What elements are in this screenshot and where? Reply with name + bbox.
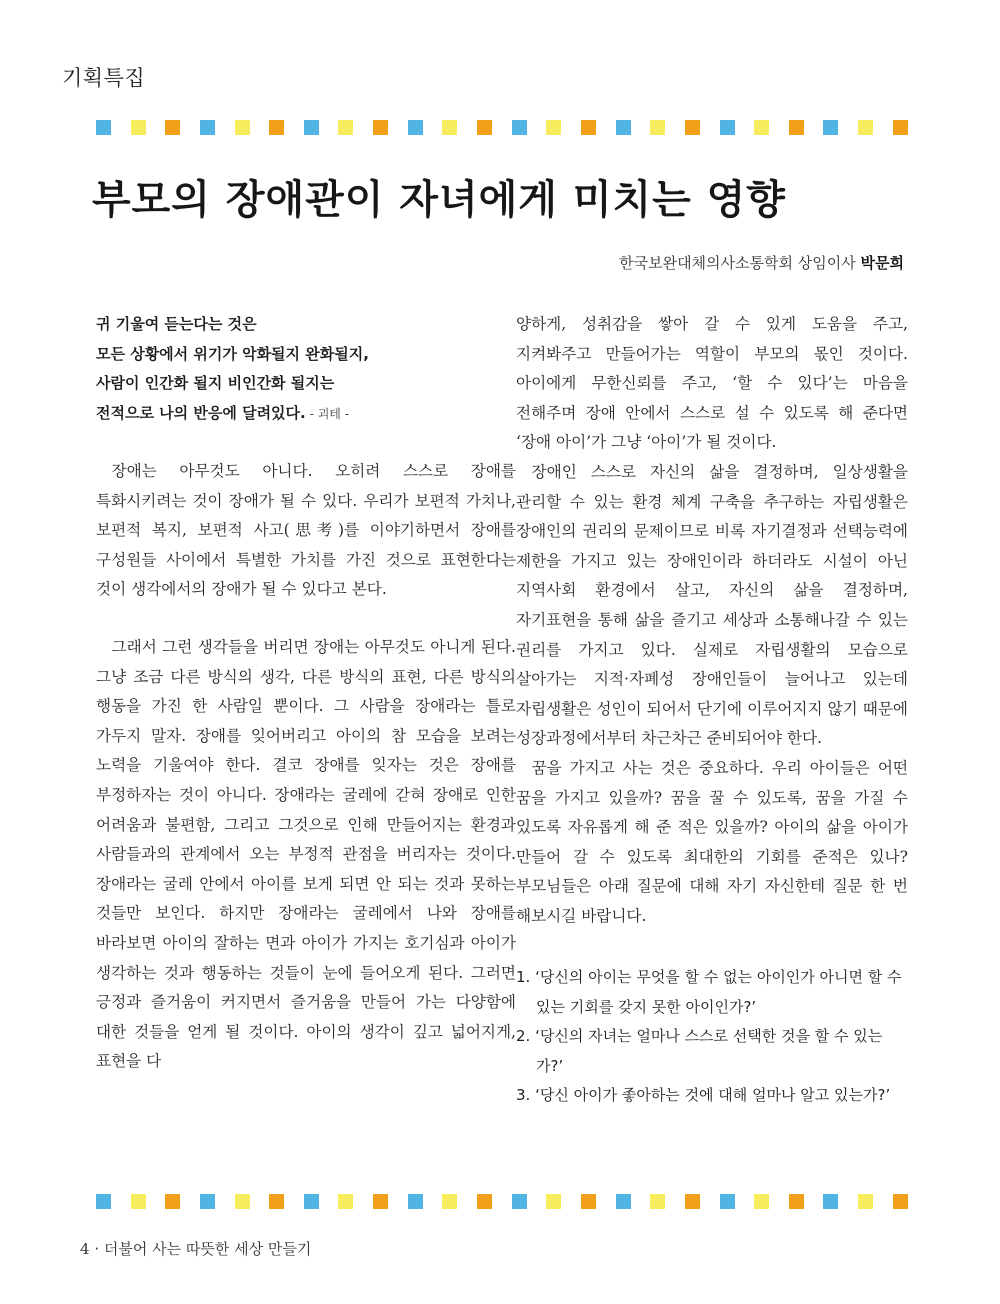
divider-dot (512, 1194, 527, 1209)
divider-dot (304, 1194, 319, 1209)
paragraph: 꿈을 가지고 사는 것은 중요하다. 우리 아이들은 어떤 꿈을 가지고 있을까? 꿈을 꿀 수 있도록, 꿈을 가질 수 있도록 자유롭게 해 준 적은 있을까? 아이의 삶을 아이가 만들어 갈 수 있도록 최대한의 기회를 준적은 있나? 부모님들은 아래 질문에 대해 자기 자신한테 질문 한 번 해보시길 바랍니다. (516, 758, 908, 925)
divider-dot (408, 1194, 423, 1209)
page-number: 4 (80, 1240, 90, 1258)
publication-name: 더불어 사는 따뜻한 세상 만들기 (103, 1240, 312, 1258)
divider-dot (893, 1194, 908, 1209)
divider-dot (269, 120, 284, 135)
divider-dot (477, 1194, 492, 1209)
divider-dot (408, 120, 423, 135)
divider-dot (304, 120, 319, 135)
divider-dot (823, 1194, 838, 1209)
page-footer (80, 1238, 311, 1259)
paragraph: 양하게, 성취감을 쌓아 갈 수 있게 도움을 주고, 지켜봐주고 만들어가는 역할이 부모의 몫인 것이다. 아이에게 무한신뢰를 주고, ‘할 수 있다’는 마음을 전해주며 장애 안에서 스스로 설 수 있도록 해 준다면 ‘장애 아이’가 그냥 ‘아이’가 될 것이다. (516, 315, 908, 452)
divider-dot (581, 120, 596, 135)
divider-dot (235, 1194, 250, 1209)
divider-dot (512, 120, 527, 135)
dot-divider-bottom (96, 1194, 908, 1210)
paragraph: 장애인 스스로 자신의 삶을 결정하며, 일상생활을 관리할 수 있는 환경 체계 구축을 추구하는 자립생활은 장애인의 권리의 문제이므로 비록 자기결정과 선택능력에 제한을 가지고 있는 장애인이라 하더라도 시설이 아닌 지역사회 환경에서 살고, 자신의 삶을 결정하며, 자기표현을 통해 삶을 즐기고 세상과 소통해나갈 수 있는 권리를 가지고 있다. 실제로 자립생활의 모습으로 살아가는 지적·자폐성 장애인들이 늘어나고 있는데 자립생활은 성인이 되어서 단기에 이루어지지 않기 때문에 성장과정에서부터 차근차근 준비되어야 한다. (516, 462, 908, 748)
divider-dot (546, 1194, 561, 1209)
question-item: 2. ‘당신의 자녀는 얼마나 스스로 선택한 것을 할 수 있는가?’ (516, 1027, 883, 1075)
divider-dot (720, 1194, 735, 1209)
divider-dot (581, 1194, 596, 1209)
left-column (96, 310, 516, 1077)
divider-dot (789, 1194, 804, 1209)
divider-dot (650, 1194, 665, 1209)
paragraph: 장애는 아무것도 아니다. 오히려 스스로 장애를 특화시키려는 것이 장애가 될 수 있다. 우리가 보편적 가치나, 보편적 복지, 보편적 사고(思考)를 이야기하면서 장애를 구성원들 사이에서 특별한 가치를 가진 것으로 표현한다는 것이 생각에서의 장애가 될 수 있다고 본다. (96, 462, 516, 599)
divider-dot (685, 1194, 700, 1209)
divider-dot (200, 120, 215, 135)
quote-source: - 괴테 - (305, 406, 350, 421)
dot-divider-top (96, 120, 908, 136)
divider-dot (823, 120, 838, 135)
right-column (516, 310, 908, 1111)
byline-author: 박문희 (860, 254, 904, 272)
divider-dot (858, 120, 873, 135)
divider-dot (616, 1194, 631, 1209)
divider-dot (165, 1194, 180, 1209)
divider-dot (477, 120, 492, 135)
divider-dot (269, 1194, 284, 1209)
quote-line: 전적으로 나의 반응에 달려있다. (96, 403, 306, 422)
question-item: 3. ‘당신 아이가 좋아하는 것에 대해 얼마나 알고 있는가?’ (516, 1086, 891, 1105)
epigraph-quote (96, 310, 516, 429)
divider-dot (96, 1194, 111, 1209)
divider-dot (131, 120, 146, 135)
byline-org: 한국보완대체의사소통학회 상임이사 (619, 254, 856, 272)
divider-dot (754, 1194, 769, 1209)
divider-dot (650, 120, 665, 135)
divider-dot (165, 120, 180, 135)
divider-dot (442, 120, 457, 135)
divider-dot (131, 1194, 146, 1209)
divider-dot (616, 120, 631, 135)
divider-dot (96, 120, 111, 135)
divider-dot (338, 120, 353, 135)
quote-line: 사람이 인간화 될지 비인간화 될지는 (96, 374, 335, 392)
question-list (516, 963, 908, 1111)
question-item: 1. ‘당신의 아이는 무엇을 할 수 없는 아이인가 아니면 할 수 있는 기회를 갖지 못한 아이인가?’ (516, 968, 902, 1016)
quote-line: 모든 상황에서 위기가 악화될지 완화될지, (96, 344, 369, 363)
footer-separator: · (89, 1240, 104, 1258)
divider-dot (754, 120, 769, 135)
divider-dot (373, 1194, 388, 1209)
divider-dot (685, 120, 700, 135)
divider-dot (789, 120, 804, 135)
divider-dot (235, 120, 250, 135)
paragraph: 그래서 그런 생각들을 버리면 장애는 아무것도 아니게 된다. 그냥 조금 다른 방식의 생각, 다른 방식의 표현, 다른 방식의 행동을 가진 한 사람일 뿐이다. 그 사람을 장애라는 틀로 가두지 말자. 장애를 잊어버리고 아이의 참 모습을 보려는 노력을 기울여야 한다. 결코 장애를 잊자는 것은 장애를 부정하자는 것이 아니다. 장애라는 굴레에 갇혀 장애로 인한 어려움과 불편함, 그리고 그것으로 인해 만들어지는 환경과 사람들과의 관계에서 오는 부정적 관점을 버리자는 것이다. 장애라는 굴레 안에서 아이를 보게 되면 안 되는 것과 못하는 것들만 보인다. 하지만 장애라는 굴레에서 나와 장애를 바라보면 아이의 잘하는 면과 아이가 가지는 호기심과 아이가 생각하는 것과 행동하는 것들이 눈에 들어오게 된다. 그러면 긍정과 즐거움이 커지면서 즐거움을 만들어 가는 다양함에 대한 것들을 얻게 될 것이다. 아이의 생각이 깊고 넓어지게, 표현을 다 (96, 637, 516, 1071)
divider-dot (720, 120, 735, 135)
divider-dot (442, 1194, 457, 1209)
divider-dot (893, 120, 908, 135)
divider-dot (338, 1194, 353, 1209)
article-title: 부모의 장애관이 자녀에게 미치는 영향 (92, 177, 786, 223)
divider-dot (546, 120, 561, 135)
quote-line: 귀 기울여 듣는다는 것은 (96, 315, 257, 333)
byline (619, 252, 904, 273)
section-label: 기획특집 (62, 66, 146, 90)
quote-line-last (96, 399, 516, 430)
divider-dot (200, 1194, 215, 1209)
divider-dot (373, 120, 388, 135)
divider-dot (858, 1194, 873, 1209)
